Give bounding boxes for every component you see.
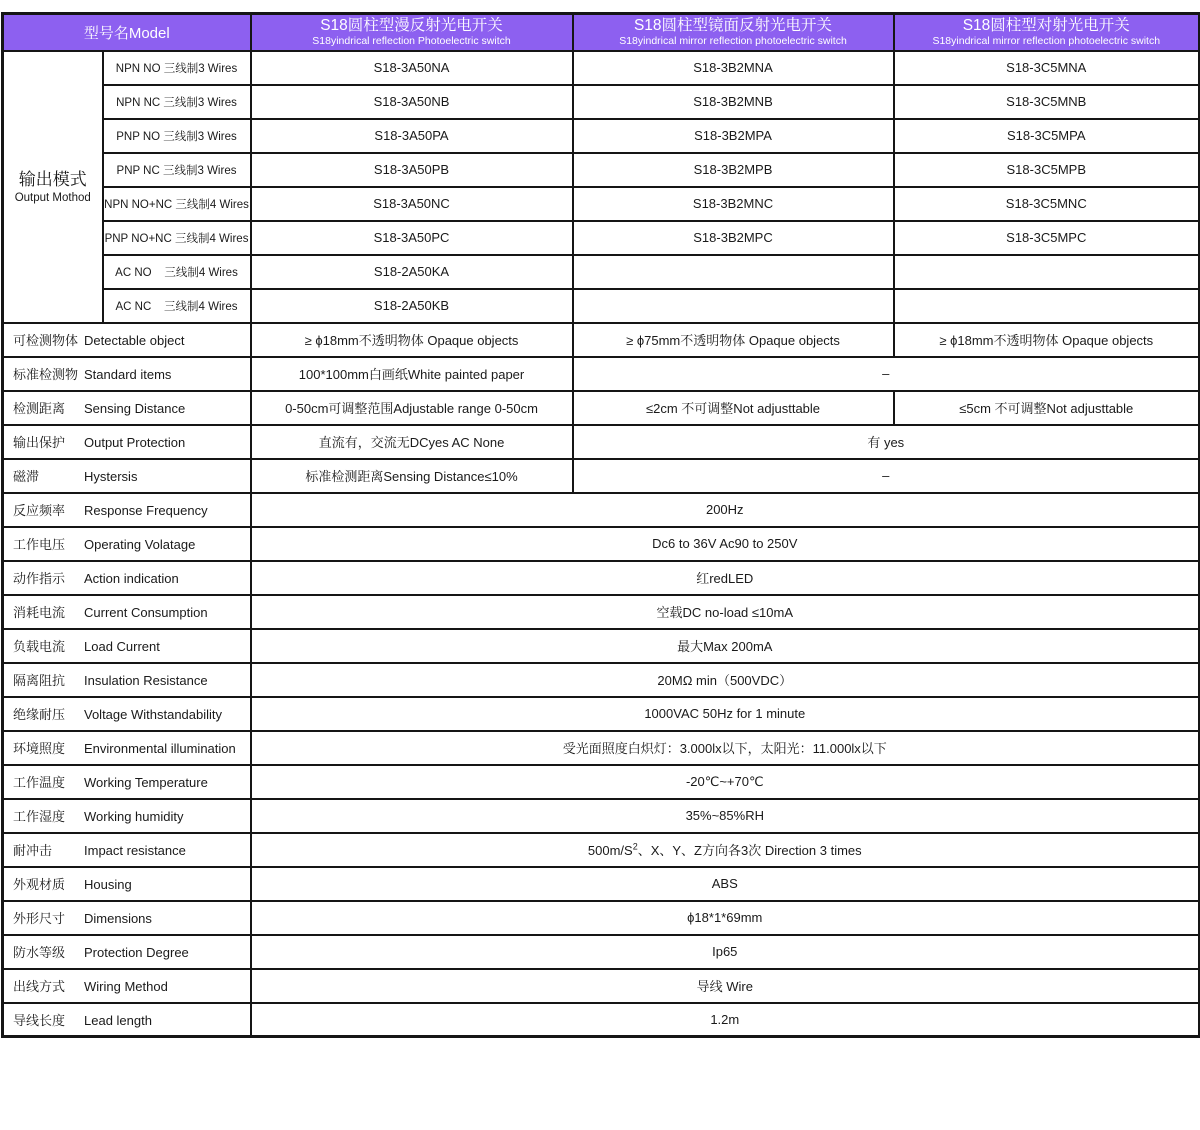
output-mode-label-cell [3, 51, 103, 323]
model-cell-empty [894, 255, 1200, 289]
spec-value: 最大Max 200mA [677, 639, 773, 654]
table-row [3, 323, 1200, 357]
spec-label-cell [3, 867, 251, 901]
spec-label-en: Dimensions [84, 911, 152, 926]
spec-value: ≤2cm 不可调整Not adjusttable [646, 401, 821, 416]
spec-label-en: Working humidity [84, 809, 184, 824]
spec-value-cell [251, 731, 1200, 765]
spec-label-en: Action indication [84, 571, 179, 586]
spec-label-cell [3, 425, 251, 459]
spec-value-cell [251, 629, 1200, 663]
wire-type-label: PNP NC 三线制3 Wires [116, 164, 237, 177]
wire-type-cell [103, 119, 251, 153]
header-col-through [894, 14, 1200, 51]
spec-value-cell [251, 1003, 1200, 1037]
header-col-mirror [573, 14, 894, 51]
wire-type-label: NPN NO 三线制3 Wires [115, 62, 238, 75]
spec-value-cell [251, 867, 1200, 901]
spec-label-en: Wiring Method [84, 979, 168, 994]
wire-type-label: NPN NC 三线制3 Wires [116, 96, 237, 109]
spec-value: ≥ ϕ18mm不透明物体 Opaque objects [939, 333, 1154, 348]
spec-value-cell [251, 391, 573, 425]
table-row [3, 833, 1200, 867]
spec-label-en: Detectable object [84, 333, 185, 348]
table-row [3, 901, 1200, 935]
model-cell [251, 153, 573, 187]
spec-label-cell [3, 459, 251, 493]
header-model-label: 型号名Model [83, 24, 170, 42]
spec-label-cn: 反应频率 [13, 503, 66, 518]
model-cell [251, 289, 573, 323]
table-row [3, 119, 1200, 153]
spec-value-cell [251, 833, 1200, 867]
spec-label-cn: 外观材质 [13, 877, 66, 892]
spec-value: 红redLED [696, 571, 754, 586]
spec-label-en: Operating Volatage [84, 537, 196, 552]
table-row [3, 391, 1200, 425]
spec-value-cell [251, 595, 1200, 629]
spec-value-cell [894, 391, 1200, 425]
model-number: S18-2A50KB [373, 298, 450, 313]
spec-value-cell [251, 697, 1200, 731]
spec-label-cell [3, 697, 251, 731]
table-row [3, 731, 1200, 765]
model-cell [251, 187, 573, 221]
spec-label-cell [3, 629, 251, 663]
spec-label-cn: 导线长度 [13, 1012, 66, 1028]
model-number: S18-3C5MNA [1006, 60, 1087, 75]
spec-value: -20℃~+70℃ [685, 773, 764, 789]
model-cell [251, 255, 573, 289]
model-cell [894, 187, 1200, 221]
table-row [3, 561, 1200, 595]
model-cell [573, 85, 894, 119]
model-number: S18-3A50PC [373, 230, 450, 245]
spec-value-cell [573, 323, 894, 357]
spec-label-cell [3, 935, 251, 969]
spec-value: 1000VAC 50Hz for 1 minute [644, 706, 806, 721]
spec-value: 受光面照度白炽灯：3.000lx以下，太阳光：11.000lx以下 [562, 741, 887, 756]
spec-value-cell [251, 901, 1200, 935]
spec-label-en: Insulation Resistance [84, 673, 208, 688]
table-row [3, 697, 1200, 731]
table-row [3, 969, 1200, 1003]
spec-label-cell [3, 901, 251, 935]
model-number: S18-3C5MPC [1006, 230, 1087, 245]
model-number: S18-3A50NA [373, 60, 450, 75]
spec-value: 100*100mm白画纸White painted paper [298, 367, 525, 382]
spec-label-en: Housing [84, 877, 132, 892]
model-cell [251, 119, 573, 153]
spec-value-cell [251, 425, 573, 459]
spec-label-cell [3, 765, 251, 799]
wire-type-label: AC NC 三线制4 Wires [115, 300, 238, 313]
model-cell [573, 187, 894, 221]
table-row [3, 765, 1200, 799]
model-cell-empty [573, 289, 894, 323]
spec-value: 20MΩ min（500VDC） [657, 673, 793, 688]
model-number: S18-3B2MNB [693, 94, 773, 109]
spec-label-cn: 标准检测物 [13, 367, 79, 382]
spec-label-cn: 耐冲击 [13, 843, 53, 858]
spec-label-cell [3, 493, 251, 527]
spec-label-cn: 工作湿度 [13, 809, 66, 824]
spec-label-cn: 工作温度 [13, 775, 66, 790]
model-number: S18-3C5MPA [1007, 128, 1086, 143]
model-cell [573, 119, 894, 153]
spec-table [1, 12, 1200, 1038]
spec-value-cell [573, 425, 1200, 459]
model-cell [251, 85, 573, 119]
spec-label-cell [3, 561, 251, 595]
spec-label-en: Sensing Distance [84, 401, 186, 416]
model-number: S18-3A50NC [373, 196, 450, 211]
table-row [3, 493, 1200, 527]
spec-label-cell [3, 391, 251, 425]
spec-value: 0-50cm可调整范围Adjustable range 0-50cm [285, 401, 538, 416]
spec-value: 空载DC no-load ≤10mA [656, 605, 793, 620]
table-row [3, 85, 1200, 119]
wire-type-cell [103, 289, 251, 323]
table-row [3, 799, 1200, 833]
wire-type-label: AC NO 三线制4 Wires [115, 266, 238, 279]
spec-label-cn: 环境照度 [13, 741, 66, 756]
spec-label-cn: 隔离阻抗 [13, 673, 66, 688]
spec-label-cn: 防水等级 [13, 945, 66, 960]
output-mode-label-cn: 输出模式 [18, 169, 87, 189]
table-row [3, 187, 1200, 221]
wire-type-cell [103, 187, 251, 221]
model-number: S18-3B2MPC [693, 230, 773, 245]
spec-value-cell [251, 459, 573, 493]
model-number: S18-3B2MNC [692, 196, 774, 211]
table-row [3, 935, 1200, 969]
spec-value: 35%~85%RH [685, 808, 764, 823]
spec-label-cn: 绝缘耐压 [13, 707, 66, 722]
spec-label-cn: 输出保护 [13, 435, 66, 450]
table-row [3, 289, 1200, 323]
spec-label-cn: 检测距离 [13, 401, 66, 416]
spec-value: 500m/S [587, 843, 633, 858]
table-row [3, 595, 1200, 629]
header-subtitle-en: S18yindrical mirror reflection photoelectric switch [619, 35, 847, 48]
wire-type-cell [103, 221, 251, 255]
model-cell [894, 153, 1200, 187]
model-cell [573, 153, 894, 187]
model-cell [894, 51, 1200, 85]
spec-value: ϕ18*1*69mm [687, 910, 763, 925]
table-row [3, 629, 1200, 663]
model-cell-empty [573, 255, 894, 289]
header-col-diffuse [251, 14, 573, 51]
model-number: S18-3A50PA [374, 128, 449, 143]
wire-type-label: PNP NO 三线制3 Wires [116, 130, 237, 143]
spec-value-cell [251, 527, 1200, 561]
spec-value-cell [251, 357, 573, 391]
header-row [3, 14, 1200, 51]
model-number: S18-3A50NB [373, 94, 450, 109]
spec-value-cell [894, 323, 1200, 357]
spec-label-cn: 动作指示 [13, 571, 66, 586]
spec-value-cell [573, 391, 894, 425]
spec-value-cell [251, 969, 1200, 1003]
spec-value: ≥ ϕ75mm不透明物体 Opaque objects [626, 333, 840, 348]
spec-value-cell [573, 459, 1200, 493]
table-row [3, 255, 1200, 289]
spec-label-en: Voltage Withstandability [84, 707, 223, 722]
header-title-cn: S18圆柱型漫反射光电开关 [320, 17, 503, 35]
header-title-cn: S18圆柱型镜面反射光电开关 [633, 17, 833, 35]
output-mode-label-en: Output Mothod [14, 191, 91, 204]
spec-value: 1.2m [710, 1011, 740, 1027]
model-cell [251, 221, 573, 255]
spec-label-en: Output Protection [84, 435, 186, 450]
model-number: S18-3C5MNC [1005, 196, 1087, 211]
spec-label-cn: 外形尺寸 [13, 911, 66, 926]
model-number: S18-3A50PB [373, 162, 450, 177]
header-subtitle-en: S18yindrical mirror reflection photoelectric switch [932, 35, 1161, 48]
model-cell [573, 51, 894, 85]
table-row [3, 51, 1200, 85]
spec-value-cell [251, 493, 1200, 527]
table-row [3, 527, 1200, 561]
model-number: S18-2A50KA [373, 264, 450, 279]
spec-value-cell [251, 799, 1200, 833]
model-cell [894, 119, 1200, 153]
table-row [3, 153, 1200, 187]
table-row [3, 1003, 1200, 1037]
table-row [3, 459, 1200, 493]
model-cell-empty [894, 289, 1200, 323]
spec-value: Ip65 [712, 944, 738, 959]
spec-value: 标准检测距离Sensing Distance≤10% [305, 469, 518, 484]
spec-value: 、X、Y、Z方向各3次 Direction 3 times [637, 843, 862, 858]
spec-label-cell [3, 833, 251, 867]
table-row [3, 425, 1200, 459]
table-row [3, 663, 1200, 697]
model-cell [573, 221, 894, 255]
wire-type-cell [103, 153, 251, 187]
spec-label-en: Hystersis [84, 469, 138, 484]
spec-value: 有 yes [867, 435, 905, 450]
spec-value-cell [251, 663, 1200, 697]
model-number: S18-3C5MNB [1006, 94, 1087, 109]
spec-label-cn: 磁滞 [13, 469, 40, 484]
spec-label-en: Working Temperature [84, 775, 208, 790]
spec-label-cell [3, 357, 251, 391]
spec-label-en: Current Consumption [84, 605, 208, 620]
wire-type-cell [103, 51, 251, 85]
table-row [3, 867, 1200, 901]
spec-label-cell [3, 323, 251, 357]
spec-value: 直流有，交流无DCyes AC None [318, 435, 505, 450]
spec-value: ≤5cm 不可调整Not adjusttable [959, 401, 1134, 416]
spec-value: – [882, 366, 890, 381]
spec-value-cell [251, 323, 573, 357]
header-subtitle-en: S18yindrical reflection Photoelectric switch [312, 35, 511, 48]
spec-value-cell [573, 357, 1200, 391]
spec-label-cn: 负载电流 [13, 639, 66, 654]
spec-value-superscript: 2 [632, 841, 638, 852]
spec-value: 导线 Wire [696, 979, 753, 994]
spec-value-cell [251, 765, 1200, 799]
spec-value: ≥ ϕ18mm不透明物体 Opaque objects [304, 333, 519, 348]
spec-label-en: Environmental illumination [84, 741, 236, 756]
spec-value: ABS [711, 876, 738, 891]
spec-label-cn: 可检测物体 [13, 333, 79, 348]
spec-label-cell [3, 731, 251, 765]
spec-label-cell [3, 527, 251, 561]
spec-label-en: Load Current [84, 639, 160, 654]
table-row [3, 221, 1200, 255]
spec-value: – [882, 468, 890, 483]
model-cell [251, 51, 573, 85]
spec-label-cn: 工作电压 [13, 537, 66, 552]
table-row [3, 357, 1200, 391]
model-number: S18-3B2MNA [693, 60, 773, 75]
model-cell [894, 221, 1200, 255]
spec-label-en: Standard items [84, 367, 172, 382]
spec-label-en: Response Frequency [84, 503, 208, 518]
header-model-cell [3, 14, 251, 51]
spec-label-en: Impact resistance [84, 843, 186, 858]
wire-type-label: PNP NO+NC 三线制4 Wires [104, 232, 249, 245]
spec-label-cell [3, 595, 251, 629]
spec-label-cell [3, 663, 251, 697]
wire-type-cell [103, 255, 251, 289]
spec-value-cell [251, 935, 1200, 969]
spec-label-cn: 出线方式 [13, 979, 66, 994]
spec-value-cell [251, 561, 1200, 595]
model-number: S18-3B2MPB [693, 162, 773, 177]
header-title-cn: S18圆柱型对射光电开关 [962, 17, 1130, 35]
spec-label-en: Lead length [84, 1012, 152, 1028]
spec-label-cell [3, 969, 251, 1003]
wire-type-cell [103, 85, 251, 119]
spec-label-en: Protection Degree [84, 945, 189, 960]
spec-value: Dc6 to 36V Ac90 to 250V [652, 536, 798, 551]
wire-type-label: NPN NO+NC 三线制4 Wires [104, 198, 249, 211]
spec-label-cn: 消耗电流 [13, 605, 66, 620]
model-number: S18-3C5MPB [1006, 162, 1086, 177]
model-number: S18-3B2MPA [694, 128, 772, 143]
model-cell [894, 85, 1200, 119]
spec-value: 200Hz [705, 502, 744, 517]
spec-label-cell [3, 1003, 251, 1037]
spec-label-cell [3, 799, 251, 833]
